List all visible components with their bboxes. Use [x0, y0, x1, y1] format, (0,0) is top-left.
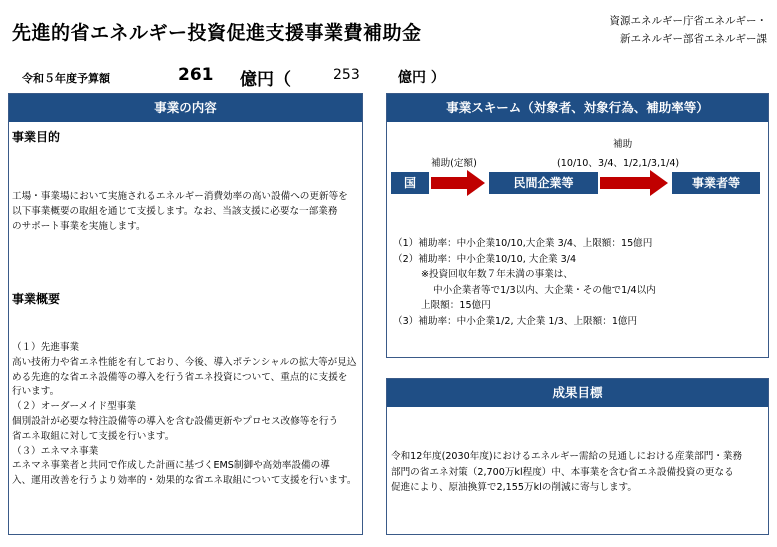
- page-title: 先進的省エネルギー投資促進支援事業費補助金: [12, 22, 422, 44]
- agency-line-2: 新エネルギー部省エネルギー課: [620, 33, 767, 45]
- subsidy-label-top: 補助: [613, 139, 633, 150]
- flow-box-private-company: 民間企業等: [489, 172, 598, 194]
- rate-line: ※投資回収年数７年未満の事業は、: [421, 269, 573, 280]
- rate-line: 中小企業者等で1/3以内、大企業・その他で1/4以内: [433, 284, 656, 296]
- scheme-heading: 事業スキーム（対象者、対象行為、補助率等）: [387, 94, 768, 122]
- overview-line: （２）オーダーメイド型事業: [12, 401, 137, 413]
- overview-line: エネマネ事業者と共同で作成した計画に基づくEMS制御や高効率設備の導: [12, 460, 330, 472]
- rate-line: （1）補助率：中小企業10/10,大企業 3/4、上限額：15億円: [393, 238, 653, 249]
- overview-line: 高い技術力や省エネ性能を有しており、今後、導入ポテンシャルの拡大等が見込: [12, 356, 357, 368]
- purpose-line: 工場・事業場において実施されるエネルギー消費効率の高い設備への更新等を: [12, 191, 348, 202]
- budget-amount: 261: [178, 65, 214, 85]
- business-content-panel: [8, 93, 363, 535]
- overview-line: 省エネ取組に対して支援を行います。: [12, 430, 175, 442]
- budget-prev-amount: 253: [333, 67, 360, 83]
- purpose-line: 以下事業概要の取組を通じて支援します。なお、当該支援に必要な一部業務: [12, 205, 338, 217]
- budget-prev-unit: 億円 ）: [398, 70, 445, 86]
- goal-heading: 成果目標: [387, 379, 768, 407]
- subsidy-fixed-label: 補助(定額): [431, 158, 477, 169]
- rate-line: （3）補助率：中小企業1/2, 大企業 1/3、上限額：1億円: [393, 315, 638, 327]
- flow-box-operator: 事業者等: [672, 172, 760, 194]
- subsidy-rates-list: [393, 236, 765, 329]
- flow-arrow-1: [431, 168, 487, 198]
- goal-line: 令和12年度(2030年度)におけるエネルギー需給の見通しにおける産業部門・業務: [391, 451, 743, 462]
- overview-text: [12, 341, 362, 489]
- goal-panel: [386, 378, 769, 535]
- overview-line: 行います。: [12, 386, 60, 398]
- purpose-title: 事業目的: [12, 130, 61, 144]
- agency-line-1: 資源エネルギー庁省エネルギー・: [609, 15, 767, 27]
- overview-line: （３）エネマネ事業: [12, 445, 99, 457]
- business-content-heading: 事業の内容: [9, 94, 362, 122]
- overview-line: める先進的な省エネ設備等の導入を行う省エネ投資について、重点的に支援を: [12, 371, 348, 383]
- goal-text: [391, 449, 766, 496]
- overview-line: （１）先進事業: [12, 342, 80, 353]
- rate-line: 上限額：15億円: [421, 300, 491, 311]
- purpose-text: [12, 190, 362, 234]
- flow-box-country: 国: [391, 172, 429, 194]
- agency-name: [610, 12, 768, 48]
- budget-label: 令和５年度予算額: [22, 72, 110, 85]
- purpose-line: のサポート事業を実施します。: [12, 220, 146, 232]
- budget-unit: 億円（: [240, 70, 291, 90]
- scheme-panel: [386, 93, 769, 358]
- overview-line: 個別設計が必要な特注設備等の導入を含む設備更新やプロセス改修等を行う: [12, 415, 339, 427]
- subsidy-rates-label: (10/10、3/4、1/2,1/3,1/4): [557, 158, 680, 169]
- rate-line: （2）補助率：中小企業10/10, 大企業 3/4: [393, 253, 577, 265]
- goal-line: 部門の省エネ対策（2,700万kl程度）中、本事業を含む省エネ設備投資の更なる: [391, 466, 734, 478]
- overview-title: 事業概要: [12, 292, 61, 306]
- goal-line: 促進により、原油換算で2,155万klの削減に寄与します。: [391, 482, 637, 493]
- flow-arrow-2: [600, 168, 670, 198]
- overview-line: 入、運用改善を行うより効率的・効果的な省エネ取組について支援を行います。: [12, 475, 357, 487]
